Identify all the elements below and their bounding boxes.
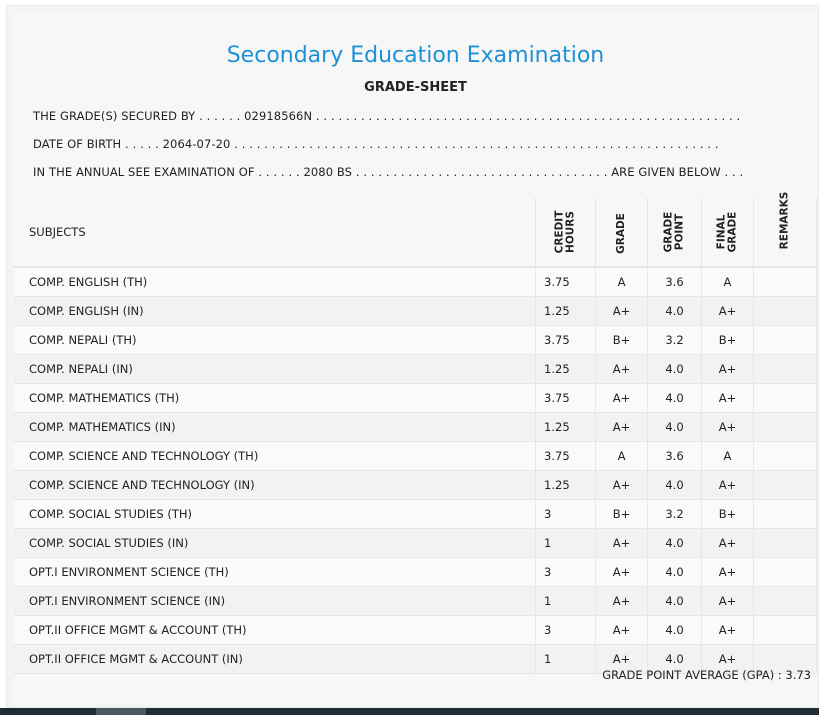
remarks-cell <box>753 470 816 499</box>
remarks-cell <box>753 267 816 296</box>
grades-table-body <box>14 267 817 673</box>
grade-point-cell: 3.2 <box>648 499 702 528</box>
credit-cell: 3.75 <box>536 383 596 412</box>
final-grade-cell: A+ <box>701 615 753 644</box>
final-grade-cell: A+ <box>701 470 753 499</box>
grade-point-cell: 3.6 <box>648 267 702 296</box>
exam-title: Secondary Education Examination <box>226 43 605 68</box>
remarks-cell <box>753 412 816 441</box>
table-row <box>14 528 817 557</box>
credit-cell: 3.75 <box>536 325 596 354</box>
subject-cell: COMP. NEPALI (TH) <box>14 325 536 354</box>
final-grade-cell: A+ <box>701 528 753 557</box>
grade-point-cell: 3.6 <box>648 441 702 470</box>
table-row <box>14 470 817 499</box>
table-row <box>14 441 817 470</box>
credit-cell: 1 <box>536 528 596 557</box>
grade-point-cell: 4.0 <box>648 354 702 383</box>
grade-point-cell: 4.0 <box>648 644 702 673</box>
table-row <box>14 325 817 354</box>
header-remarks <box>753 191 816 267</box>
header-final-grade-line2: GRADE <box>726 211 739 253</box>
remarks-cell <box>753 528 816 557</box>
remarks-cell <box>753 615 816 644</box>
credit-cell: 1 <box>536 586 596 615</box>
header-grade-point <box>648 198 702 267</box>
grade-point-cell: 4.0 <box>648 383 702 412</box>
remarks-cell <box>753 499 816 528</box>
subject-cell: OPT.I ENVIRONMENT SCIENCE (IN) <box>14 586 536 615</box>
header-final-grade <box>701 198 753 267</box>
subject-cell: COMP. SCIENCE AND TECHNOLOGY (IN) <box>14 470 536 499</box>
grade-point-cell: 4.0 <box>648 615 702 644</box>
remarks-cell <box>753 383 816 412</box>
header-grade-label: GRADE <box>615 213 627 254</box>
grade-cell: A+ <box>596 470 648 499</box>
remarks-cell <box>753 441 816 470</box>
date-of-birth-line: DATE OF BIRTH . . . . . 2064-07-20 . . . . . . . . . . . . . . . . . . . . . . . . . . . . . . . . . . . . . . . . . . . . . . . . . . . . . . . . . . . . . . . . . <box>33 137 719 151</box>
credit-cell: 1 <box>536 644 596 673</box>
grade-point-cell: 4.0 <box>648 412 702 441</box>
exam-year-line: IN THE ANNUAL SEE EXAMINATION OF . . . . . . 2080 BS . . . . . . . . . . . . . . . . . . . . . . . . . . . . . . . . . . ARE GIVEN BELOW . . . <box>33 165 744 179</box>
grade-point-cell: 3.2 <box>648 325 702 354</box>
remarks-cell <box>753 296 816 325</box>
remarks-cell <box>753 354 816 383</box>
remarks-cell <box>753 557 816 586</box>
subject-cell: COMP. MATHEMATICS (TH) <box>14 383 536 412</box>
subject-cell: OPT.I ENVIRONMENT SCIENCE (TH) <box>14 557 536 586</box>
credit-cell: 1.25 <box>536 296 596 325</box>
final-grade-cell: A+ <box>701 296 753 325</box>
remarks-cell <box>753 325 816 354</box>
final-grade-cell: A+ <box>701 354 753 383</box>
grade-cell: A+ <box>596 557 648 586</box>
final-grade-cell: B+ <box>701 499 753 528</box>
header-grade-point-line1: GRADE <box>662 211 675 253</box>
grade-point-cell: 4.0 <box>648 528 702 557</box>
grade-point-cell: 4.0 <box>648 557 702 586</box>
grade-cell: A+ <box>596 586 648 615</box>
subject-cell: COMP. ENGLISH (TH) <box>14 267 536 296</box>
table-header-row <box>14 198 817 267</box>
grade-cell: A+ <box>596 528 648 557</box>
grade-cell: B+ <box>596 325 648 354</box>
table-row <box>14 499 817 528</box>
final-grade-cell: A+ <box>701 557 753 586</box>
credit-cell: 3 <box>536 499 596 528</box>
grade-cell: A+ <box>596 644 648 673</box>
table-row <box>14 557 817 586</box>
credit-cell: 3.75 <box>536 441 596 470</box>
final-grade-cell: A <box>701 267 753 296</box>
final-grade-cell: A+ <box>701 383 753 412</box>
credit-cell: 3 <box>536 615 596 644</box>
gpa-summary: GRADE POINT AVERAGE (GPA) : 3.73 <box>602 668 811 682</box>
final-grade-cell: A+ <box>701 412 753 441</box>
grade-cell: A+ <box>596 412 648 441</box>
subject-cell: OPT.II OFFICE MGMT & ACCOUNT (IN) <box>14 644 536 673</box>
grade-point-cell: 4.0 <box>648 470 702 499</box>
header-credit-hours-line1: CREDIT <box>553 210 566 254</box>
header-final-grade-line1: FINAL <box>715 214 728 250</box>
grade-cell: A+ <box>596 296 648 325</box>
table-row <box>14 586 817 615</box>
subject-cell: COMP. SOCIAL STUDIES (TH) <box>14 499 536 528</box>
table-row <box>14 383 817 412</box>
final-grade-cell: A+ <box>701 644 753 673</box>
table-row <box>14 267 817 296</box>
final-grade-cell: B+ <box>701 325 753 354</box>
table-row <box>14 296 817 325</box>
header-remarks-label: REMARKS <box>778 191 791 250</box>
header-subjects: SUBJECTS <box>14 198 536 267</box>
grade-cell: A <box>596 267 648 296</box>
subject-cell: OPT.II OFFICE MGMT & ACCOUNT (TH) <box>14 615 536 644</box>
grade-point-cell: 4.0 <box>648 296 702 325</box>
grade-cell: A+ <box>596 383 648 412</box>
subject-cell: COMP. MATHEMATICS (IN) <box>14 412 536 441</box>
header-credit-hours <box>536 198 596 267</box>
subject-cell: COMP. ENGLISH (IN) <box>14 296 536 325</box>
grades-table <box>14 191 817 674</box>
credit-cell: 3.75 <box>536 267 596 296</box>
final-grade-cell: A+ <box>701 586 753 615</box>
credit-cell: 1.25 <box>536 354 596 383</box>
subject-cell: COMP. NEPALI (IN) <box>14 354 536 383</box>
header-grade-point-line2: POINT <box>673 213 686 251</box>
grade-cell: A+ <box>596 615 648 644</box>
header-grade <box>596 198 648 267</box>
grade-point-cell: 4.0 <box>648 586 702 615</box>
grade-sheet <box>14 10 817 705</box>
table-row <box>14 615 817 644</box>
table-row <box>14 412 817 441</box>
grade-cell: A+ <box>596 354 648 383</box>
credit-cell: 1.25 <box>536 470 596 499</box>
table-row <box>14 354 817 383</box>
credit-cell: 3 <box>536 557 596 586</box>
secured-by-line: THE GRADE(S) SECURED BY . . . . . . 02918566N . . . . . . . . . . . . . . . . . . . . . . . . . . . . . . . . . . . . . . . . . . . . . . . . . . . . . . . . . <box>33 109 741 123</box>
grade-cell: B+ <box>596 499 648 528</box>
subject-cell: COMP. SOCIAL STUDIES (IN) <box>14 528 536 557</box>
horizontal-scrollbar[interactable] <box>0 708 819 715</box>
sheet-subtitle: GRADE-SHEET <box>364 80 467 95</box>
header-credit-hours-line2: HOURS <box>564 211 577 253</box>
subject-cell: COMP. SCIENCE AND TECHNOLOGY (TH) <box>14 441 536 470</box>
credit-cell: 1.25 <box>536 412 596 441</box>
scrollbar-thumb[interactable] <box>96 708 146 715</box>
grade-cell: A <box>596 441 648 470</box>
remarks-cell <box>753 586 816 615</box>
final-grade-cell: A <box>701 441 753 470</box>
